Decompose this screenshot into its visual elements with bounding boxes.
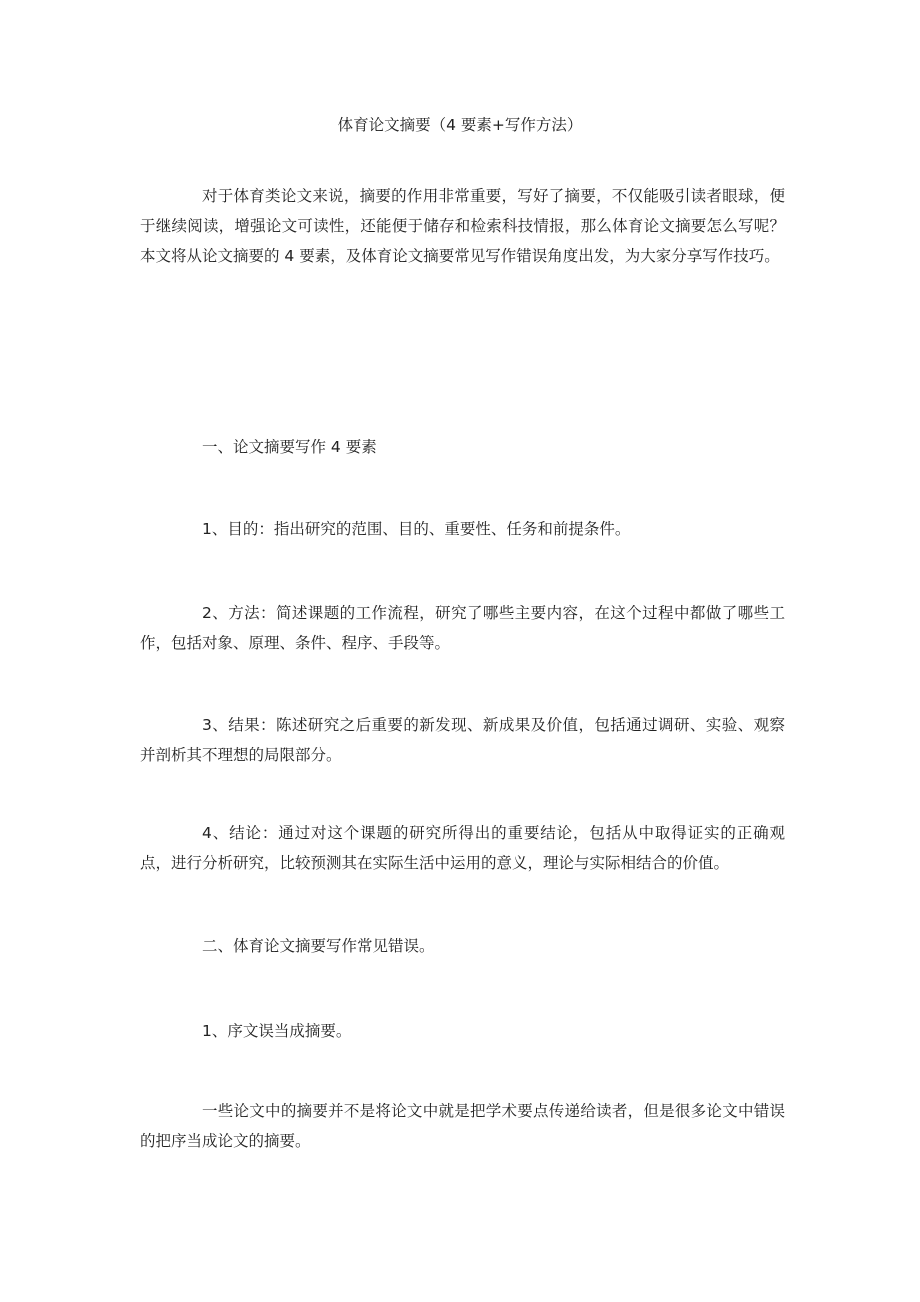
section2-item-1-body: 一些论文中的摘要并不是将论文中就是把学术要点传递给读者，但是很多论文中错误的把序当成论文的摘要。	[140, 1102, 785, 1150]
intro-paragraph: 对于体育类论文来说，摘要的作用非常重要，写好了摘要，不仅能吸引读者眼球，便于继续阅读，增强论文可读性，还能便于储存和检索科技情报，那么体育论文摘要怎么写呢？本文将从论文摘要的 4 要素，及体育论文摘要常见写作错误角度出发，为大家分享写作技巧。	[140, 187, 785, 265]
document-title: 体育论文摘要（4 要素+写作方法）	[337, 116, 583, 134]
section2-heading: 二、体育论文摘要写作常见错误。	[202, 937, 435, 955]
section1-item-2: 2、方法：简述课题的工作流程，研究了哪些主要内容，在这个过程中都做了哪些工作，包括对象、原理、条件、程序、手段等。	[140, 604, 785, 652]
section1-item-1: 1、目的：指出研究的范围、目的、重要性、任务和前提条件。	[202, 520, 631, 538]
section1-item-4: 4、结论：通过对这个课题的研究所得出的重要结论，包括从中取得证实的正确观点，进行分析研究，比较预测其在实际生活中运用的意义，理论与实际相结合的价值。	[140, 824, 785, 872]
section2-item-1: 1、序文误当成摘要。	[202, 1022, 352, 1040]
section1-heading: 一、论文摘要写作 4 要素	[202, 438, 377, 456]
section1-item-3: 3、结果：陈述研究之后重要的新发现、新成果及价值，包括通过调研、实验、观察并剖析其不理想的局限部分。	[140, 716, 785, 764]
